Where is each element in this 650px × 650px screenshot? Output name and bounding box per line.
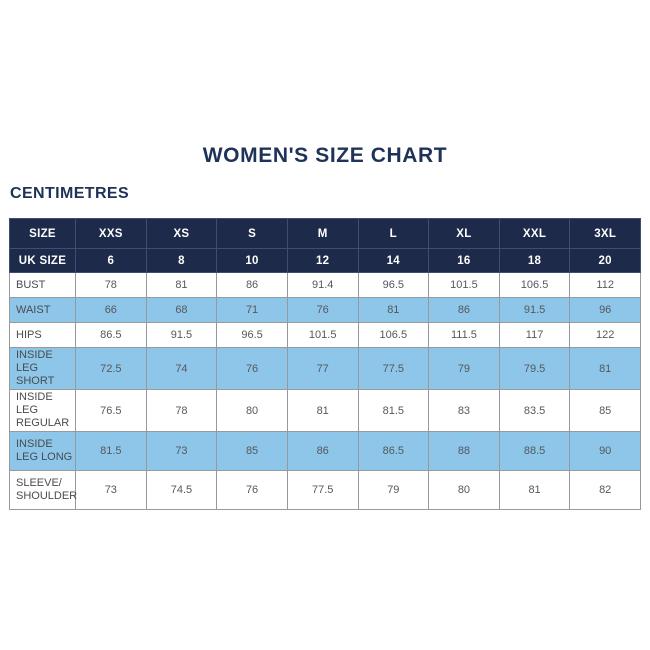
size-header-cell: 3XL <box>570 219 641 249</box>
value-cell: 81 <box>358 298 429 323</box>
row-label: WAIST <box>10 298 76 323</box>
value-cell: 79 <box>358 471 429 510</box>
value-cell: 71 <box>217 298 288 323</box>
uk-size-header-label: UK SIZE <box>10 249 76 273</box>
value-cell: 81.5 <box>358 390 429 432</box>
value-cell: 117 <box>499 323 570 348</box>
value-cell: 86.5 <box>358 432 429 471</box>
uk-size-header-cell: 18 <box>499 249 570 273</box>
value-cell: 91.5 <box>499 298 570 323</box>
value-cell: 88.5 <box>499 432 570 471</box>
value-cell: 74 <box>146 348 217 390</box>
page-title: WOMEN'S SIZE CHART <box>202 144 448 167</box>
value-cell: 111.5 <box>429 323 500 348</box>
value-cell: 76.5 <box>76 390 147 432</box>
value-cell: 66 <box>76 298 147 323</box>
value-cell: 86 <box>429 298 500 323</box>
value-cell: 77.5 <box>358 348 429 390</box>
table-row-inside-leg-long <box>10 432 641 471</box>
uk-size-header-row <box>10 249 641 273</box>
size-header-cell: XS <box>146 219 217 249</box>
value-cell: 81 <box>499 471 570 510</box>
value-cell: 91.4 <box>287 273 358 298</box>
size-chart-table <box>9 218 641 510</box>
unit-label: CENTIMETRES <box>10 185 130 202</box>
row-label: INSIDE LEG LONG <box>10 432 76 471</box>
size-header-cell: M <box>287 219 358 249</box>
size-header-cell: L <box>358 219 429 249</box>
value-cell: 101.5 <box>429 273 500 298</box>
value-cell: 85 <box>570 390 641 432</box>
value-cell: 76 <box>217 348 288 390</box>
value-cell: 73 <box>146 432 217 471</box>
table-row-bust <box>10 273 641 298</box>
value-cell: 83 <box>429 390 500 432</box>
value-cell: 81 <box>146 273 217 298</box>
uk-size-header-cell: 8 <box>146 249 217 273</box>
value-cell: 72.5 <box>76 348 147 390</box>
value-cell: 79.5 <box>499 348 570 390</box>
value-cell: 90 <box>570 432 641 471</box>
value-cell: 106.5 <box>358 323 429 348</box>
value-cell: 78 <box>76 273 147 298</box>
row-label: BUST <box>10 273 76 298</box>
value-cell: 91.5 <box>146 323 217 348</box>
value-cell: 106.5 <box>499 273 570 298</box>
value-cell: 76 <box>287 298 358 323</box>
uk-size-header-cell: 12 <box>287 249 358 273</box>
value-cell: 88 <box>429 432 500 471</box>
value-cell: 77 <box>287 348 358 390</box>
row-label: SLEEVE/ SHOULDER <box>10 471 76 510</box>
size-header-cell: XXS <box>76 219 147 249</box>
uk-size-header-cell: 16 <box>429 249 500 273</box>
value-cell: 85 <box>217 432 288 471</box>
value-cell: 76 <box>217 471 288 510</box>
value-cell: 112 <box>570 273 641 298</box>
value-cell: 79 <box>429 348 500 390</box>
size-header-cell: XL <box>429 219 500 249</box>
value-cell: 77.5 <box>287 471 358 510</box>
table-row-waist <box>10 298 641 323</box>
value-cell: 86 <box>287 432 358 471</box>
value-cell: 96 <box>570 298 641 323</box>
value-cell: 73 <box>76 471 147 510</box>
row-label: INSIDE LEG SHORT <box>10 348 76 390</box>
value-cell: 80 <box>217 390 288 432</box>
value-cell: 81 <box>287 390 358 432</box>
value-cell: 78 <box>146 390 217 432</box>
value-cell: 82 <box>570 471 641 510</box>
uk-size-header-cell: 14 <box>358 249 429 273</box>
value-cell: 68 <box>146 298 217 323</box>
row-label: INSIDE LEG REGULAR <box>10 390 76 432</box>
table-row-sleeve-shoulder <box>10 471 641 510</box>
uk-size-header-cell: 10 <box>217 249 288 273</box>
value-cell: 96.5 <box>217 323 288 348</box>
value-cell: 81 <box>570 348 641 390</box>
value-cell: 83.5 <box>499 390 570 432</box>
row-label: HIPS <box>10 323 76 348</box>
value-cell: 80 <box>429 471 500 510</box>
value-cell: 96.5 <box>358 273 429 298</box>
size-header-cell: XXL <box>499 219 570 249</box>
value-cell: 122 <box>570 323 641 348</box>
uk-size-header-cell: 6 <box>76 249 147 273</box>
value-cell: 101.5 <box>287 323 358 348</box>
uk-size-header-cell: 20 <box>570 249 641 273</box>
size-header-cell: S <box>217 219 288 249</box>
table-row-inside-leg-short <box>10 348 641 390</box>
table-row-hips <box>10 323 641 348</box>
size-header-label: SIZE <box>10 219 76 249</box>
value-cell: 86.5 <box>76 323 147 348</box>
value-cell: 81.5 <box>76 432 147 471</box>
value-cell: 86 <box>217 273 288 298</box>
size-header-row <box>10 219 641 249</box>
table-row-inside-leg-regular <box>10 390 641 432</box>
value-cell: 74.5 <box>146 471 217 510</box>
